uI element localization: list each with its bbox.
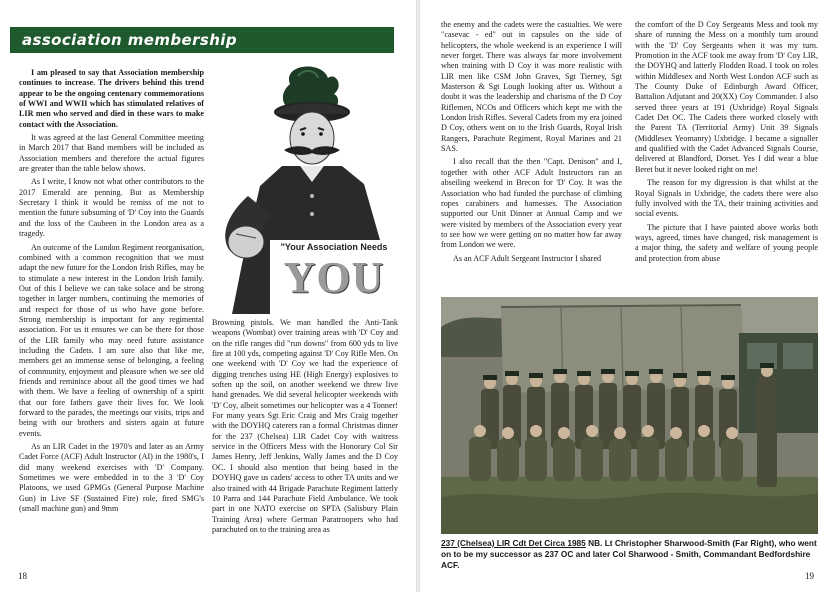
col1-paragraph [19,68,204,130]
photo-caption [441,538,818,570]
column-3 [441,20,622,267]
photo-caption-title: 237 (Chelsea) LIR Cdt Det Circa 1985 [441,538,586,548]
col3-paragraph: I also recall that the then "Capt. Denison" and I, together with other ACF Adult Instructors ran an abseiling weekend in Brecon for 'D' Coy. It was the Association who had funded the purchase of climbing ropes carabiners and harnesses. The Association supported our Unit Dinner at Annual Camp and we were visited by members of the Association every year to see how we were getting on no matter how far away from London we were. [441,157,622,250]
kitchener-poster [212,64,398,314]
col1-paragraph: As an LIR Cadet in the 1970's and later as an Army Cadet Force (ACF) Adult Instructor (AI) in the 1980's, I did many weekend exercises with 'D' Company. Sometimes we were embedded in to the 3 'D' Coy Platoons, we used GPMGs (General Purpose Machine Gun) in Live SF (Sustained Fire) role, fired SMG's (small machine gun) and 9mm [19,442,204,514]
page-number-right: 19 [805,571,814,581]
poster-slogan: "Your Association Needs [280,242,388,252]
col4-paragraph: The reason for my digression is that whilst at the Royal Signals in Uxbridge, the cadets there were also fully involved with the TA, their training activities and social events. [635,178,818,219]
col4-paragraph: The picture that I have painted above works both ways, agreed, times have changed, risk management is a major thing, the safety and welfare of young people and protection from abuse [635,222,818,263]
col1-paragraph: An outcome of the London Regiment reorganisation, combined with a common recognition that we must adapt the new future for the London Irish Rifles, may be to stimulate a new interest in the London Irish family. Out of this I believe we can take solace and be strong together in larger numbers, continuing the memories of and respect for those of us who have gone before. Strong membership is important for any regimental association. For us it ensures we can be there for those of the LIR family who may need future assistance including the Cadets. I am sure also that like me, members get an immense sense of belonging, a feeling of community, enjoyment and pleasure when we see old friends and reminisce about all the good times we had with them. We have a feeling of ownership of a spirit that our fore fathers gave their lives for. We look forward to the parades, the meetings our visits, trips and being with our brothers and sisters again at future events. [19,242,204,438]
page-number-left: 18 [18,571,27,581]
col1-lead-text: I am pleased to say that Association membership continues to increase. The drivers behind this trend appear to be the ongoing centenary commemorations of WWI and WWII which has stimulated relatives of LIR men who served and died in these wars to make contact with the Association. [19,68,204,129]
col3-paragraph: the enemy and the cadets were the casualties. We were "casevac - ed" out in capsules on the side of helicopters, the whole weekend is an experience I will never forget. There was always far more involvement when training with D Coy it was more realistic with LIR men like CSM John Graves, Sgt Tierney, Sgt Masterson & Sgt Lough looking after us. Without a doubt it was the leadership and charisma of the D Coy Riflemen, NCOs and Officers which kept me with the London Irish Rifles. Several Cadets from my era joined D Coy, others went on to the Irish Guards, Royal Irish Rangers, Parachute Regiment, Royal Marines and 21 SAS. [441,20,622,154]
col1-paragraph: It was agreed at the last General Committee meeting in March 2017 that Band members will be included as Association members and therefore the actual figures are greater than the table below shows. [19,133,204,174]
cadet-group-photo [441,297,818,534]
col2-paragraph: Browning pistols. We man handled the Anti-Tank weapons (Wombat) over training areas with 'D' Coy and on the rifle ranges did "run downs" from 600 yds to live fire at 100 yds, competing against 'D' Coy Rifle Men. On one weekend with 'D' Coy we had the experience of digging trenches using HE (High Energy) explosives to soften up the soil, on another weekend we threw live hand grenades. We did several helicopter weekends with 'D' Coy, albeit sometimes our helicopter was a 4 Tonner! For many years Sgt Eric Craig and Mrs Craig together with the DOYHQ caterers ran a formal Christmas dinner for the 237 (Chelsea) LIR Cadet Coy with waitress service in the Officers Mess with the Honorary Col Sir James Henry, Jeff Jenkins, Wally James and the D Coy OC. I should also mention that being based in the DOYHQ gave us cadets' access to other TA units and we also trained with 44 Brigade Parachute Regiment latterly 10 Parra and 144 Parachute Field Ambulance. We took part in one NATO exercise on SPTA (Salisbury Plain Training Area) where German Paratroopers who had parachuted on to the training area as [212,318,398,534]
section-banner [10,27,394,53]
column-1 [19,68,204,517]
col1-paragraph: As I write, I know not what other contributors to the 2017 Emerald are penning. But as Membership Secretary I think it would be remiss of me not to mention the future subsuming of 'D' Coy into the Guards and the loss of the Caubeen in the London area as a tragedy. [19,177,204,239]
column-4 [635,20,818,267]
poster-you: YOU [283,253,385,302]
photo-caption-text: NB. Lt Christopher Sharwood-Smith (Far Right), who went on to be my successor as 237 OC and later Col Sharwood - Smith, Commandant Bedfordshire ACF. [441,538,817,570]
column-2 [212,318,398,538]
cadet-group-photo-image [441,297,818,534]
col4-paragraph: the comfort of the D Coy Sergeants Mess and took my share of running the Mess on a monthly turn around with the 'D' Coy Sergeants when it was my turn. Promotion in the ACF took me away from 'D' Coy LIR, the DOYHQ and latterly Flodden Road. I took on roles within Middlesex and North West London ACF such as The County Duke of Edinburgh Award Officer, Battalion Adjutant and 20(XX) Coy Commander. I also served three years at 191 (Uxbridge) Royal Signals Cadet Det OC. The Cadets there worked closely with the Parent TA (Territorial Army) Unit 39 Signals (Middlesex Yeomanry) Uxbridge. I became a signaller and qualified with the Cadet Advanced Signals Course, delivered at Blandford, Dorset. Yes I did wear a blue Beret but it never looked right on me! [635,20,818,174]
section-title: association membership [22,31,237,49]
page-gutter [416,0,420,592]
col3-paragraph: As an ACF Adult Sergeant Instructor I shared [453,253,602,263]
